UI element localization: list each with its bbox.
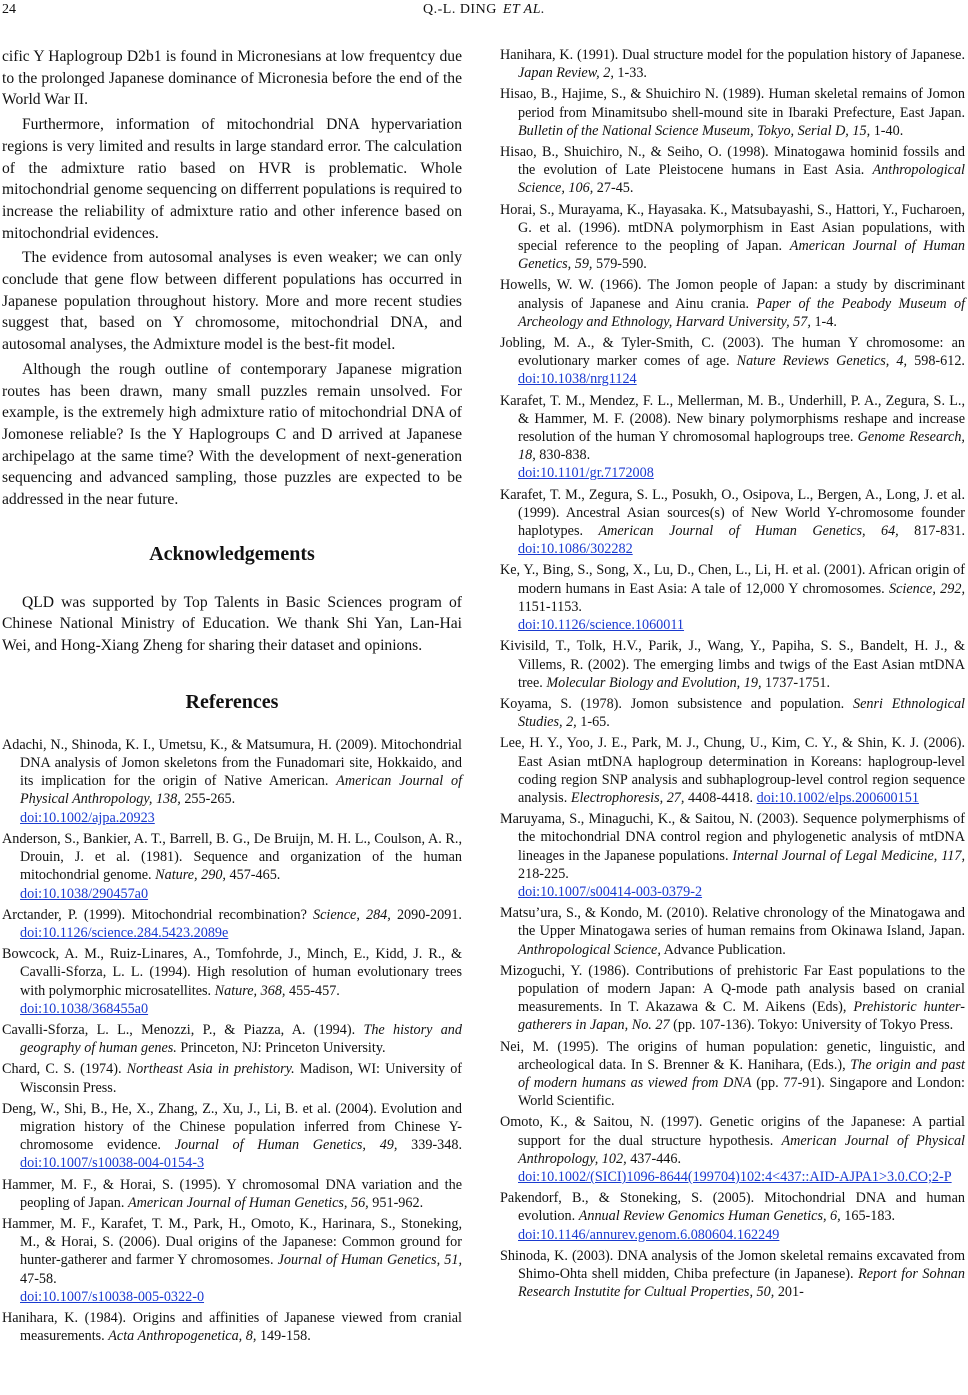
reference-pages: 830-838. <box>535 447 591 464</box>
reference-pages: 1-65. <box>576 714 610 731</box>
reference-source: Prehistoric hunter-gatherers in Japan, No. 27 <box>518 999 965 1034</box>
reference-pages: 2090-2091. <box>390 906 462 923</box>
reference-pages: 455-457. <box>285 982 340 999</box>
reference-pages: 1151-1153. <box>518 598 582 615</box>
reference-entry <box>2 1176 462 1212</box>
reference-source: Internal Journal of Legal Medicine, 117, <box>732 847 965 864</box>
reference-pages: Madison, WI: University of Wisconsin Press. <box>20 1061 463 1096</box>
reference-entry <box>500 962 965 1035</box>
reference-entry <box>500 1247 965 1302</box>
reference-source: Science, 284, <box>313 906 391 923</box>
doi-link[interactable]: doi:10.1007/s10038-004-0154-3 <box>20 1155 205 1172</box>
doi-link[interactable]: doi:10.1126/science.1060011 <box>518 617 685 634</box>
reference-entry <box>500 392 965 483</box>
doi-link[interactable]: doi:10.1038/290457a0 <box>20 885 149 902</box>
reference-entry <box>500 276 965 331</box>
et-al: ET AL. <box>502 2 545 17</box>
reference-entry <box>500 637 965 692</box>
reference-pages: 27-45. <box>593 180 634 197</box>
reference-entry <box>500 85 965 140</box>
left-column <box>2 46 462 1348</box>
reference-entry <box>500 46 965 82</box>
reference-pages: 579-590. <box>592 256 647 273</box>
reference-text: Deng, W., Shi, B., He, X., Zhang, Z., Xu, J., Li, B. et al. (2004). Evolution and migration history of the Chinese population inferred from Chinese Y-chromosome evidence. <box>2 1100 462 1154</box>
reference-source: Acta Anthropogenetica, 8, <box>108 1328 257 1345</box>
reference-text: Horai, S., Murayama, K., Hayasaka. K., Matsubayashi, S., Hattori, Y., Fucharoen, G. et al. (1996). mtDNA polymorphism in East Asian populations, with special reference to the peopling of Japan. <box>500 201 965 255</box>
reference-pages: 1-4. <box>810 313 837 330</box>
reference-text: Hisao, B., Shuichiro, N., & Seiho, O. (1998). Minatogawa hominid fossils and the evolution of Late Pleistocene humans in East Asia. <box>500 144 965 179</box>
doi-link[interactable]: doi:10.1007/s00414-003-0379-2 <box>518 883 703 900</box>
doi-link[interactable]: doi:10.1126/science.284.5423.2089e <box>20 924 229 941</box>
reference-source: Nature, 368, <box>214 982 286 999</box>
doi-link[interactable]: doi:10.1002/elps.200600151 <box>756 789 919 806</box>
reference-pages: 817-831. <box>898 523 965 540</box>
reference-entry <box>2 1021 462 1057</box>
reference-pages: 47-58. <box>20 1270 57 1287</box>
reference-text: Koyama, S. (1978). Jomon subsistence and population. <box>500 695 853 712</box>
reference-source: The history and geography of human genes. <box>20 1021 462 1057</box>
doi-line <box>518 1226 965 1244</box>
reference-source: Genome Research, 18, <box>518 429 965 464</box>
reference-pages: 457-465. <box>225 867 281 884</box>
reference-entry <box>500 1113 965 1186</box>
reference-pages: 4408-4418. <box>684 789 757 806</box>
reference-pages: 218-225. <box>518 865 569 882</box>
reference-pages: 165-183. <box>840 1208 896 1225</box>
reference-source: Japan Review, 2, <box>518 65 614 82</box>
reference-text: Pakendorf, B., & Stoneking, S. (2005). Mitochondrial DNA and human evolution. <box>500 1190 965 1225</box>
reference-source: Journal of Human Genetics, 51, <box>277 1252 462 1269</box>
reference-list-left <box>2 736 462 1346</box>
reference-entry <box>2 1215 462 1306</box>
body-paragraph-3: The evidence from autosomal analyses is even weaker; we can only conclude that gene flow between different populations has occurred in Japanese population throughout history. More and more recent studies suggest that, based on Y chromosome, mitochondrial DNA, and autosomal analyses, the Admixture model is the best-fit model. <box>2 249 462 354</box>
reference-text: Matsu’ura, S., & Kondo, M. (2010). Relative chronology of the Minatogawa and the Upper Minatogawa series of human remains from Okinawa Island, Japan. <box>500 905 965 940</box>
reference-text: Howells, W. W. (1966). The Jomon people of Japan: a study by discriminant analysis of Japanese and Ainu crania. <box>500 277 965 312</box>
body-paragraph-4: Although the rough outline of contemporary Japanese migration routes has been drawn, many small puzzles remain unsolved. For example, is the extremely high admixture ratio of mitochondrial DNA of Jomonese reliable? Is the Y Haplogroups C and D arrived at Japanese archipelago at the same time? With the development of next-generation sequencing and advanced sampling, those puzzles are expected to be addressed in the near future. <box>2 360 462 509</box>
reference-pages: (pp. 77-91). Singapore and London: World Scientific. <box>518 1074 965 1110</box>
page-number: 24 <box>2 2 16 17</box>
reference-text: Hammer, M. F., & Horai, S. (1995). Y chromosomal DNA variation and the peopling of Japan. <box>2 1176 462 1211</box>
reference-entry <box>2 736 462 827</box>
reference-entry <box>500 334 965 389</box>
reference-source: American Journal of Human Genetics, 59, <box>518 238 966 273</box>
reference-pages: Princeton, NJ: Princeton University. <box>176 1040 386 1057</box>
reference-text: Nei, M. (1995). The origins of human population: genetic, linguistic, and archeological data. In S. Brenner & K. Hanihara, (Eds.), <box>500 1038 965 1073</box>
reference-entry <box>2 1100 462 1173</box>
reference-text: Bowcock, A. M., Ruiz-Linares, A., Tomfohrde, J., Minch, E., Kidd, J. R., & Cavalli-Sforza, L. L. (1994). High resolution of human evolutionary trees with polymorphic microsatellites. <box>2 946 462 999</box>
reference-source: American Journal of Physical Anthropology, 102, <box>518 1132 965 1167</box>
reference-text: Hisao, B., Hajime, S., & Shuichiro N. (1989). Human skeletal remains of Jomon period from Minamitsubo shell-mound site in Ibaraki Prefecture, East Japan. <box>500 86 965 121</box>
doi-line <box>20 809 462 827</box>
reference-source: Science, 292, <box>889 580 965 597</box>
reference-pages: Advance Publication. <box>660 941 786 958</box>
reference-source: American Journal of Human Genetics, 56, <box>127 1194 369 1211</box>
reference-text: Mizoguchi, Y. (1986). Contributions of prehistoric Far East populations to the population of modern Japan: A Q-mode path analysis based on cranial measurements. In T. Akazawa & C. M. Aikens (Eds), <box>500 962 965 1016</box>
doi-link[interactable]: doi:10.1101/gr.7172008 <box>518 465 654 482</box>
doi-link[interactable]: doi:10.1086/302282 <box>518 541 633 558</box>
reference-pages: 437-446. <box>626 1150 682 1167</box>
reference-entry <box>2 906 462 942</box>
reference-text: Cavalli-Sforza, L. L., Menozzi, P., & Piazza, A. (1994). <box>2 1021 364 1038</box>
reference-entry <box>500 201 965 274</box>
reference-entry <box>500 734 965 807</box>
reference-pages: 201- <box>774 1284 804 1301</box>
reference-list-right <box>500 46 965 1301</box>
reference-entry <box>500 810 965 901</box>
doi-line <box>518 1168 965 1186</box>
body-paragraph-1: cific Y Haplogroup D2b1 is found in Micronesians at low frequentcy due to the prolonged Japanese dominance of Micronesia before the end of the World War II. <box>2 48 462 109</box>
reference-pages: 598-612. <box>907 353 965 370</box>
right-column <box>500 46 965 1304</box>
reference-text: Hammer, M. F., Karafet, T. M., Park, H., Omoto, K., Harinara, S., Stoneking, M., & Horai, S. (2006). Dual origins of the Japanese: Common ground for hunter-gatherer and farmer Y chromosomes. <box>2 1215 462 1269</box>
reference-source: Nature, 290, <box>155 867 226 884</box>
body-paragraph-2: Furthermore, information of mitochondrial DNA hypervariation regions is very limited and results in large standard error. The calculation of the admixture ratio based on HVR is problematic. Whole mitochondrial genome sequencing on differrent populations is required to increase the reliability of admixture ratio and other inference based on mitochondrial evidences. <box>2 116 462 242</box>
reference-text: Lee, H. Y., Yoo, J. E., Park, M. J., Chung, U., Kim, C. Y., & Shin, K. J. (2006). East Asian mtDNA haplogroup determination in Koreans: haplogroup-level coding region SNP analysis and subhaplogroup-level control region sequence analysis. <box>500 735 965 806</box>
reference-source: Journal of Human Genetics, 49, <box>174 1137 398 1154</box>
reference-text: Adachi, N., Shinoda, K. I., Umetsu, K., & Matsumura, H. (2009). Mitochondrial DNA analysis of Jomon skeletons from the Funadomari site, Hokkaido, and its implication for the origin of Native American. <box>2 736 462 790</box>
reference-entry <box>2 830 462 903</box>
reference-text: Ke, Y., Bing, S., Song, X., Lu, D., Chen, L., Li, H. et al. (2001). African origin of modern humans in East Asia: A tale of 12,000 Y chromosomes. <box>500 562 965 597</box>
reference-source: Anthropological Science, <box>518 941 661 958</box>
reference-pages: 339-348. <box>397 1137 462 1154</box>
reference-source: Bulletin of the National Science Museum, Tokyo, Serial D, 15, <box>518 122 871 139</box>
acknowledgements-text: QLD was supported by Top Talents in Basic Sciences program of Chinese National Ministry of Education. We thank Shi Yan, Lan-Hai Wei, and Hong-Xiang Zheng for sharing their dataset and opinions. <box>2 593 462 655</box>
reference-pages: 149-158. <box>256 1328 311 1345</box>
reference-entry <box>500 143 965 198</box>
reference-entry <box>2 1060 462 1096</box>
doi-link[interactable]: doi:10.1002/ajpa.20923 <box>20 809 155 826</box>
reference-pages: 1-33. <box>613 65 647 82</box>
reference-source: Nature Reviews Genetics, 4, <box>736 353 908 370</box>
reference-source: Molecular Biology and Evolution, 19, <box>546 674 762 691</box>
references-heading: References <box>185 690 279 713</box>
reference-pages: 1737-1751. <box>761 674 831 691</box>
reference-source: American Journal of Physical Anthropology, 138, <box>20 773 463 808</box>
reference-source: Annual Review Genomics Human Genetics, 6, <box>578 1208 841 1225</box>
reference-source: Report for Sohnan Research Instutite for Cultual Properties, 50, <box>518 1266 965 1301</box>
reference-pages: (pp. 107-136). Tokyo: University of Tokyo Press. <box>669 1017 954 1034</box>
reference-text: Arctander, P. (1999). Mitochondrial recombination? <box>2 906 313 923</box>
reference-text: Omoto, K., & Saitou, N. (1997). Genetic origins of the Japanese: A partial support for the dual structure hypothesis. <box>500 1114 965 1149</box>
reference-entry <box>500 561 965 634</box>
reference-source: American Journal of Human Genetics, 64, <box>598 523 899 540</box>
reference-entry <box>500 1189 965 1244</box>
reference-entry <box>2 1309 462 1345</box>
running-header <box>0 2 968 22</box>
doi-link[interactable]: doi:10.1038/nrg1124 <box>518 371 637 388</box>
reference-text: Karafet, T. M., Mendez, F. L., Mellerman, M. B., Underhill, P. A., Zegura, S. L., & Hammer, M. F. (2008). New binary polymorphisms reshape and increase resolution of the human Y chromosomal haplogroups tree. <box>500 392 965 446</box>
reference-entry <box>500 904 965 959</box>
doi-line <box>518 464 965 482</box>
doi-line <box>518 883 965 901</box>
reference-source: Electrophoresis, 27, <box>570 789 685 806</box>
reference-pages: 951-962. <box>368 1194 424 1211</box>
reference-source: The origin and past of modern humans as viewed from DNA <box>518 1056 965 1091</box>
reference-text: Kivisild, T., Tolk, H.V., Parik, J., Wang, Y., Papiha, S. S., Bandelt, H. J., & Villems, R. (2002). The emerging limbs and twigs of the East Asian mtDNA tree. <box>500 638 965 691</box>
doi-link[interactable]: doi:10.1146/annurev.genom.6.080604.162249 <box>518 1226 780 1243</box>
reference-text: Anderson, S., Bankier, A. T., Barrell, B. G., De Bruijn, M. H. L., Coulson, A. R., Drouin, J. et al. (1981). Sequence and organization of the human mitochondrial genome. <box>2 830 462 884</box>
doi-line <box>20 1288 462 1306</box>
reference-pages: 1-40. <box>870 122 904 139</box>
reference-text: Hanihara, K. (1984). Origins and affinities of Japanese viewed from cranial measurements. <box>2 1309 462 1345</box>
reference-source: Anthropological Science, 106, <box>518 162 965 197</box>
reference-text: Shinoda, K. (2003). DNA analysis of the Jomon skeletal remains excavated from Shimo-Ohta shell midden, Chiba prefecture (in Japanese). <box>500 1247 965 1282</box>
reference-entry <box>500 695 965 731</box>
reference-text: Maruyama, S., Minaguchi, K., & Saitou, N. (2003). Sequence polymerphisms of the mitochondrial DNA control region and phylogenetic analysis of mtDNA lineages in the Japanese populations. <box>500 811 965 864</box>
doi-link[interactable]: doi:10.1002/(SICI)1096-8644(199704)102:4<437::AID-AJPA1>3.0.CO;2-P <box>518 1168 952 1185</box>
reference-text: Jobling, M. A., & Tyler-Smith, C. (2003). The human Y chromosome: an evolutionary marker comes of age. <box>500 335 965 370</box>
acknowledgements-heading: Acknowledgements <box>149 542 315 565</box>
reference-text: Chard, C. S. (1974). <box>2 1061 127 1078</box>
doi-line <box>20 885 462 903</box>
doi-line <box>20 1000 462 1018</box>
reference-source: Northeast Asia in prehistory. <box>126 1061 295 1078</box>
reference-entry <box>500 486 965 559</box>
doi-link[interactable]: doi:10.1038/368455a0 <box>20 1000 149 1017</box>
reference-text: Hanihara, K. (1991). Dual structure model for the population history of Japanese. <box>500 47 965 63</box>
doi-link[interactable]: doi:10.1007/s10038-005-0322-0 <box>20 1288 205 1305</box>
author-names: Q.-L. DING <box>423 2 497 17</box>
reference-text: Karafet, T. M., Zegura, S. L., Posukh, O., Osipova, L., Bergen, A., Long, J. et al. (1999). Ancestral Asian sources(s) of New World Y-chromosome founder haplotypes. <box>500 486 965 540</box>
reference-source: Senri Ethnological Studies, 2, <box>518 695 965 731</box>
doi-line <box>518 616 965 634</box>
reference-entry <box>2 945 462 1018</box>
reference-pages: 255-265. <box>180 791 236 808</box>
reference-entry <box>500 1038 965 1111</box>
running-title <box>0 2 968 18</box>
reference-source: Paper of the Peabody Museum of Archeology and Ethnology, Harvard University, 57, <box>518 295 966 330</box>
